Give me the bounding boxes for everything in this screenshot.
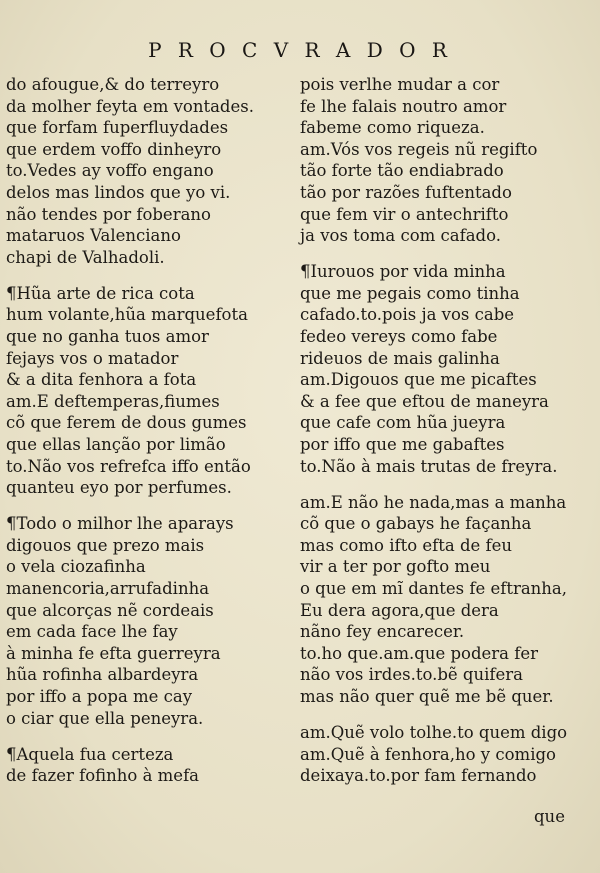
verse-line: tão forte tão endiabrado [300, 161, 504, 181]
verse-line: ¶Iurouos por vida minha [300, 262, 506, 282]
verse-line: hũa rofinha albardeyra [6, 665, 199, 685]
verse-line: vir a ter por gofto meu [300, 557, 491, 577]
verse-line: to.Não vos refrefca iffo então [6, 456, 251, 476]
verse-line: to.ho que.am.que podera fer [300, 643, 539, 663]
verse-line: am.Vós vos regeis nũ regifto [300, 139, 538, 159]
verse-line: deixaya.to.por fam fernando [300, 766, 537, 786]
verse-line: que alcorças nẽ cordeais [6, 600, 214, 620]
verse-line: de fazer fofinho à mefa [6, 766, 200, 786]
verse-line: Eu dera agora,que dera [300, 600, 499, 620]
verse-line: cafado.to.pois ja vos cabe [300, 305, 515, 325]
left-column [6, 74, 296, 801]
stanza [6, 744, 296, 787]
stanza [300, 74, 594, 247]
verse-line: hum volante,hũa marquefota [6, 305, 248, 325]
verse-line: por iffo que me gabaftes [300, 435, 505, 454]
verse-line: que no ganha tuos amor [6, 327, 209, 347]
verse-line: to.Vedes ay voffo engano [6, 161, 214, 181]
verse-line: à minha fe efta guerreyra [6, 643, 221, 663]
verse-line: o vela ciozafinha [6, 557, 146, 577]
verse-line: ja vos toma com cafado. [300, 226, 501, 246]
verse-line: ¶Aquela fua certeza [6, 744, 174, 764]
stanza [6, 283, 296, 499]
verse-line: que me pegais como tinha [300, 283, 520, 303]
verse-line: rideuos de mais galinha [300, 348, 500, 368]
verse-line: am.E não he nada,mas a manha [300, 492, 567, 512]
verse-line: mas como ifto efta de feu [300, 535, 513, 555]
verse-line: não tendes por foberano [6, 204, 211, 224]
verse-line: por iffo a popa me cay [6, 687, 193, 707]
verse-line: fejays vos o matador [6, 348, 179, 368]
verse-line: que fem vir o antechrifto [300, 204, 509, 224]
stanza [6, 513, 296, 729]
stanza [300, 722, 594, 787]
verse-line: mas não quer quẽ me bẽ quer. [300, 687, 554, 707]
verse-line: em cada face lhe fay [6, 622, 178, 642]
verse-line: am.Digouos que me picaftes [300, 370, 537, 390]
verse-line: & a dita fenhora a fota [6, 370, 197, 390]
verse-line: chapi de Valhadoli. [6, 247, 165, 267]
verse-line: mataruos Valenciano [6, 226, 181, 246]
verse-line: nãno fey encarecer. [300, 622, 465, 642]
verse-line: não vos irdes.to.bẽ quifera [300, 665, 523, 685]
verse-line: manencoria,arrufadinha [6, 579, 210, 599]
verse-line: am.Quẽ volo tolhe.to quem digo [300, 723, 568, 743]
right-column [300, 74, 594, 801]
stanza [300, 492, 594, 708]
verse-line: pois verlhe mudar a cor [300, 75, 500, 94]
verse-line: o ciar que ella peneyra. [6, 708, 204, 728]
verse-line: que cafe com hũa jueyra [300, 413, 506, 433]
verse-line: da molher feyta em vontades. [6, 96, 254, 116]
verse-line: fabeme como riqueza. [300, 118, 485, 138]
verse-line: cõ que ferem de dous gumes [6, 413, 247, 433]
verse-line: to.Não à mais trutas de freyra. [300, 456, 558, 476]
running-header: P R O C V R A D O R [148, 38, 452, 62]
stanza [6, 74, 296, 268]
verse-line: do afougue,& do terreyro [6, 75, 220, 94]
verse-line: delos mas lindos que yo vi. [6, 182, 231, 202]
verse-line: digouos que prezo mais [6, 535, 205, 555]
verse-line: tão por razões fuftentado [300, 182, 512, 202]
verse-line: & a fee que eftou de maneyra [300, 391, 549, 411]
catchword: que [534, 807, 565, 826]
verse-line: quanteu eyo por perfumes. [6, 478, 232, 498]
verse-line: que forfam fuperfluydades [6, 118, 229, 138]
verse-line: o que em mĩ dantes fe eftranha, [300, 579, 568, 599]
verse-line: cõ que o gabays he façanha [300, 514, 532, 534]
verse-line: que ellas lanção por limão [6, 435, 226, 454]
stanza [300, 261, 594, 477]
verse-line: fedeo vereys como fabe [300, 327, 498, 347]
verse-line: ¶Hũa arte de rica cota [6, 283, 195, 303]
verse-line: fe lhe falais noutro amor [300, 96, 507, 116]
verse-line: am.Quẽ à fenhora,ho y comigo [300, 744, 556, 764]
verse-line: ¶Todo o milhor lhe aparays [6, 514, 234, 534]
verse-line: que erdem voffo dinheyro [6, 139, 222, 159]
verse-line: am.E deftemperas,fiumes [6, 391, 220, 411]
